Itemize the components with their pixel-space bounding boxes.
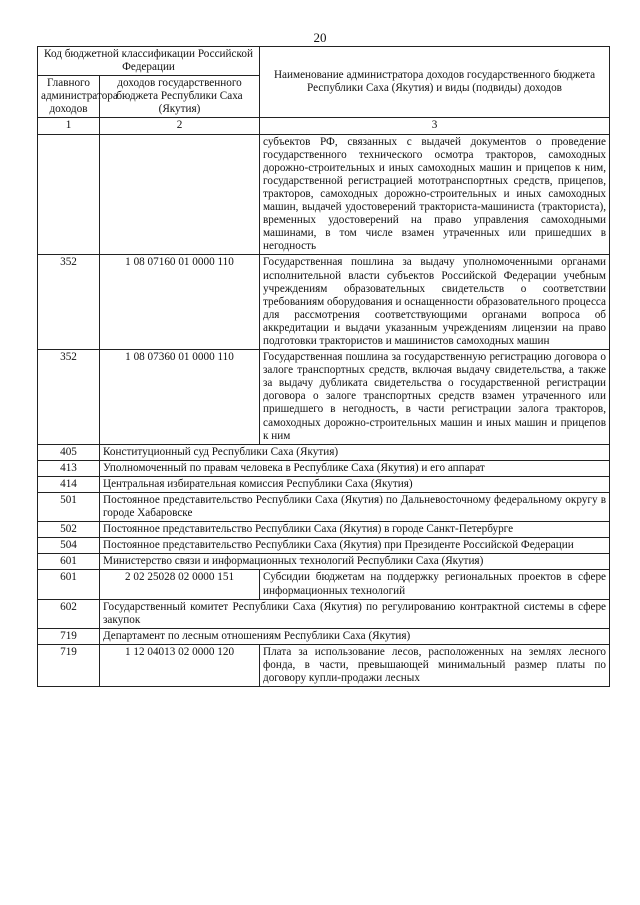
admin-code: 601 [38, 570, 100, 599]
header-num3: 3 [260, 118, 610, 134]
header-col1: Главного администратора доходов [38, 76, 100, 118]
admin-code: 502 [38, 522, 100, 538]
admin-code: 352 [38, 255, 100, 350]
admin-code: 413 [38, 460, 100, 476]
administrator-name: Конституционный суд Республики Саха (Якутия) [100, 444, 610, 460]
administrator-name: Постоянное представительство Республики Саха (Якутия) в городе Санкт-Петербурге [100, 522, 610, 538]
revenue-description: Субсидии бюджетам на поддержку региональных проектов в сфере информационных технологий [260, 570, 610, 599]
administrator-name: Государственный комитет Республики Саха (Якутия) по регулированию контрактной системы в сфере закупок [100, 599, 610, 628]
header-group: Код бюджетной классификации Российской Федерации [38, 47, 260, 76]
administrator-name: Департамент по лесным отношениям Республики Саха (Якутия) [100, 628, 610, 644]
revenue-description: Государственная пошлина за выдачу уполномоченными органами исполнительной власти субъектов Российской Федерации учебным учреждениям образовательных свидетельств о соответствии требованиям оборудования и оснащенности образовательного процесса для рассмотрения соответствующими органами вопроса об аккредитации и выдачи указанным учреждениям лицензии на право подготовки трактористов и машинистов самоходных машин [260, 255, 610, 350]
page-number: 20 [313, 30, 327, 45]
table-row-administrator [38, 628, 610, 644]
header-col2: доходов государственного бюджета Республики Саха (Якутия) [100, 76, 260, 118]
table-row [38, 255, 610, 350]
table-row [38, 644, 610, 686]
table-row-administrator [38, 554, 610, 570]
admin-code: 405 [38, 444, 100, 460]
header-num2: 2 [100, 118, 260, 134]
table-row-administrator [38, 522, 610, 538]
header-num1: 1 [38, 118, 100, 134]
administrator-name: Уполномоченный по правам человека в Республике Саха (Якутия) и его аппарат [100, 460, 610, 476]
admin-code: 719 [38, 628, 100, 644]
revenue-code: 1 08 07160 01 0000 110 [100, 255, 260, 350]
administrator-name: Постоянное представительство Республики Саха (Якутия) при Президенте Российской Федерации [100, 538, 610, 554]
header-col3: Наименование администратора доходов государственного бюджета Республики Саха (Якутия) и виды (подвиды) доходов [260, 47, 610, 118]
administrator-name: Центральная избирательная комиссия Республики Саха (Якутия) [100, 476, 610, 492]
administrator-name: Министерство связи и информационных технологий Республики Саха (Якутия) [100, 554, 610, 570]
table-row-administrator [38, 460, 610, 476]
revenue-description: Плата за использование лесов, расположенных на землях лесного фонда, в части, превышающей минимальный размер платы по договору купли-продажи лесных [260, 644, 610, 686]
revenue-code: 1 12 04013 02 0000 120 [100, 644, 260, 686]
table-row [38, 134, 610, 255]
budget-classification-table [37, 46, 610, 687]
table-row-administrator [38, 476, 610, 492]
admin-code: 352 [38, 350, 100, 445]
revenue-description: Государственная пошлина за государственную регистрацию договора о залоге транспортных средств, включая выдачу свидетельства, а также за выдачу дубликата свидетельства о государственной регистрации договора о залоге транспортных средств взамен утраченного или пришедшего в негодность, в части регистрации залога тракторов, самоходных дорожно-строительных машин и иных машин и прицепов к ним [260, 350, 610, 445]
revenue-code [100, 134, 260, 255]
admin-code: 414 [38, 476, 100, 492]
admin-code [38, 134, 100, 255]
revenue-code: 2 02 25028 02 0000 151 [100, 570, 260, 599]
admin-code: 719 [38, 644, 100, 686]
admin-code: 602 [38, 599, 100, 628]
admin-code: 501 [38, 493, 100, 522]
admin-code: 601 [38, 554, 100, 570]
table-row-administrator [38, 538, 610, 554]
table-row-administrator [38, 493, 610, 522]
administrator-name: Постоянное представительство Республики Саха (Якутия) по Дальневосточному федеральному округу в городе Хабаровске [100, 493, 610, 522]
table-row-administrator [38, 599, 610, 628]
revenue-code: 1 08 07360 01 0000 110 [100, 350, 260, 445]
table-row [38, 350, 610, 445]
revenue-description: субъектов РФ, связанных с выдачей документов о проведение государственного технического осмотра тракторов, самоходных дорожно-строительных и иных самоходных машин и прицепов к ним, государственной регистрацией мототранспортных средств, прицепов, тракторов, самоходных дорожно-строительных и иных самоходных машин, выдачей удостоверений тракториста-машиниста (тракториста), временных удостоверений на право управления самоходными машинами, в том числе взамен утраченных или пришедших в негодность [260, 134, 610, 255]
admin-code: 504 [38, 538, 100, 554]
table-row [38, 570, 610, 599]
table-row-administrator [38, 444, 610, 460]
